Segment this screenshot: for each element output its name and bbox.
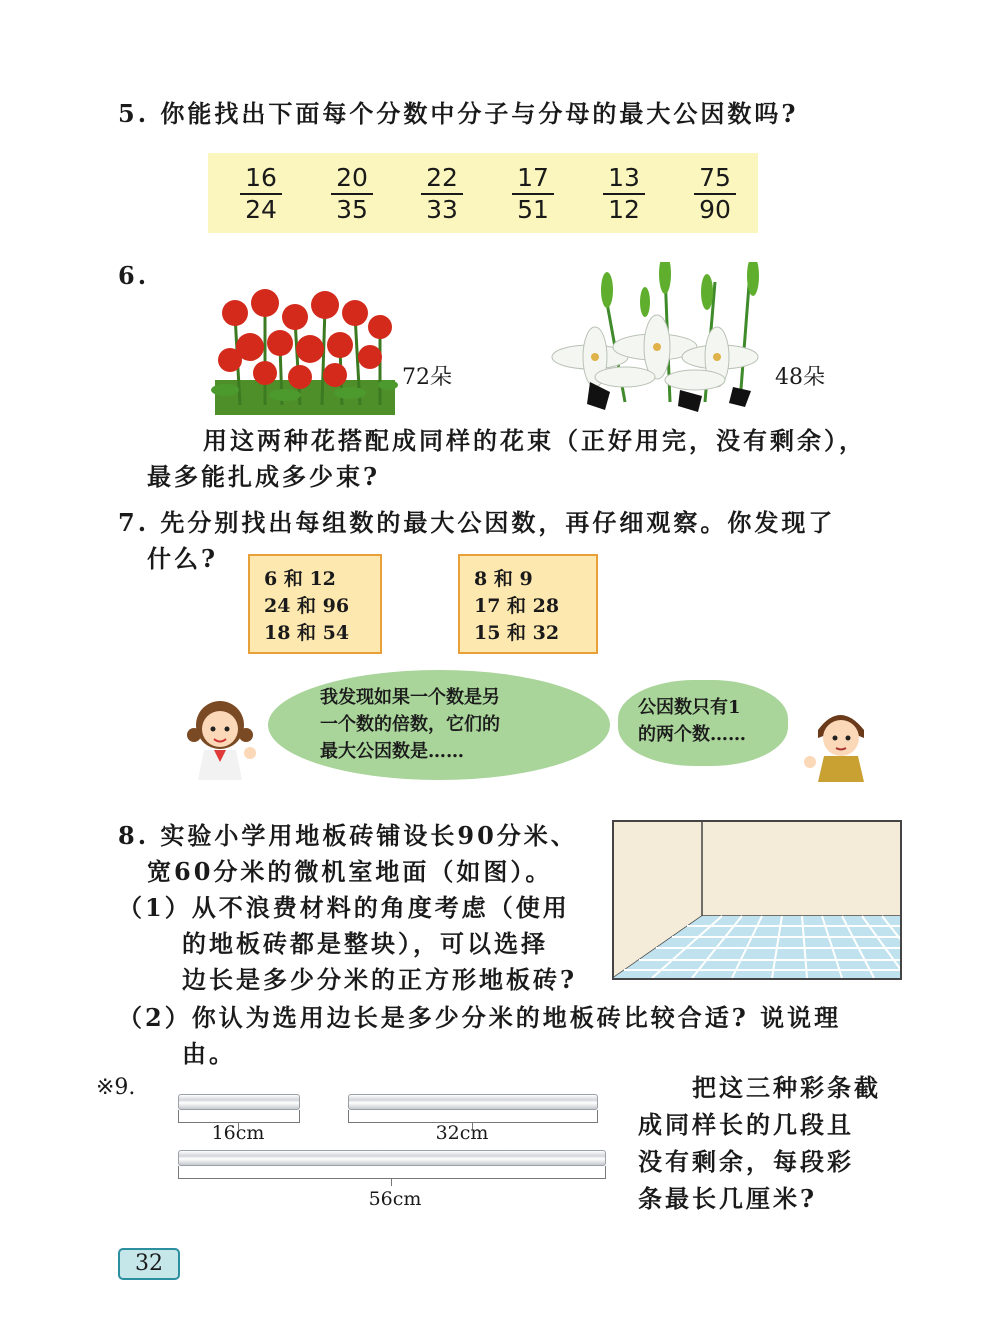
strip-32cm-label: 32cm [435,1122,489,1144]
group-2-pair: 15 和 32 [474,622,560,644]
strip-16cm-label: 16cm [211,1122,265,1144]
question-8-part2-line2: 由。 [182,1039,236,1068]
strip-32cm [348,1094,598,1110]
fraction: 75 90 [690,163,740,225]
fraction: 22 33 [417,163,467,225]
girl-bubble-line: 最大公因数是…… [320,741,464,762]
lilies-illustration [545,262,775,417]
question-8-part2-line1: （2）你认为选用边长是多少分米的地板砖比较合适? 说说理 [118,1003,842,1032]
question-5-text: 5. 你能找出下面每个分数中分子与分母的最大公因数吗? [118,99,799,128]
question-6-number: 6. [118,261,150,290]
strip-56cm-label: 56cm [368,1188,422,1210]
question-8-part1-line1: （1）从不浪费材料的角度考虑（使用 [118,893,570,922]
girl-speech-bubble [268,670,610,780]
group-1-pair: 24 和 96 [264,595,350,617]
rose-count: 72朵 [402,365,452,390]
girl-bubble-line: 一个数的倍数，它们的 [320,714,500,735]
question-8-line2: 宽60分米的微机室地面（如图）。 [147,857,553,886]
question-8-part1-line2: 的地板砖都是整块），可以选择 [182,929,548,958]
question-7-line1: 7. 先分别找出每组数的最大公因数，再仔细观察。你发现了 [118,508,836,537]
brace-56cm [178,1166,606,1179]
question-9-line3: 没有剩余，每段彩 [638,1147,854,1176]
question-9-line4: 条最长几厘米? [638,1184,818,1213]
fraction: 16 24 [236,163,286,225]
group-2-pair: 17 和 28 [474,595,560,617]
classroom-floor-diagram [612,820,902,980]
girl-avatar [180,695,260,780]
strip-16cm [178,1094,300,1110]
fraction: 17 51 [508,163,558,225]
boy-avatar [800,700,880,782]
question-6-line1: 用这两种花搭配成同样的花束（正好用完，没有剩余）， [203,426,866,455]
number-group-1 [248,554,382,654]
question-9-number: ※9. [96,1075,136,1100]
page-number: 32 [118,1248,180,1280]
boy-speech-bubble [618,680,788,766]
fraction: 13 12 [599,163,649,225]
question-8-line1: 8. 实验小学用地板砖铺设长90分米、 [118,821,578,850]
brace-tip [391,1178,392,1186]
question-9-line1: 把这三种彩条截 [692,1073,881,1102]
number-group-2 [458,554,598,654]
question-8-part1-line3: 边长是多少分米的正方形地板砖? [182,965,578,994]
strip-56cm [178,1150,606,1166]
boy-bubble-line: 的两个数…… [638,724,746,745]
boy-bubble-line: 公因数只有1 [638,697,741,718]
question-7-line2: 什么? [147,544,219,573]
fraction: 20 35 [327,163,377,225]
question-6-line2: 最多能扎成多少束? [147,462,381,491]
group-1-pair: 18 和 54 [264,622,350,644]
fraction-panel [208,153,758,233]
group-2-pair: 8 和 9 [474,568,533,590]
roses-illustration [210,285,400,415]
question-9-line2: 成同样长的几段且 [638,1110,854,1139]
girl-bubble-line: 我发现如果一个数是另 [320,687,500,708]
lily-count: 48朵 [775,365,825,390]
group-1-pair: 6 和 12 [264,568,336,590]
